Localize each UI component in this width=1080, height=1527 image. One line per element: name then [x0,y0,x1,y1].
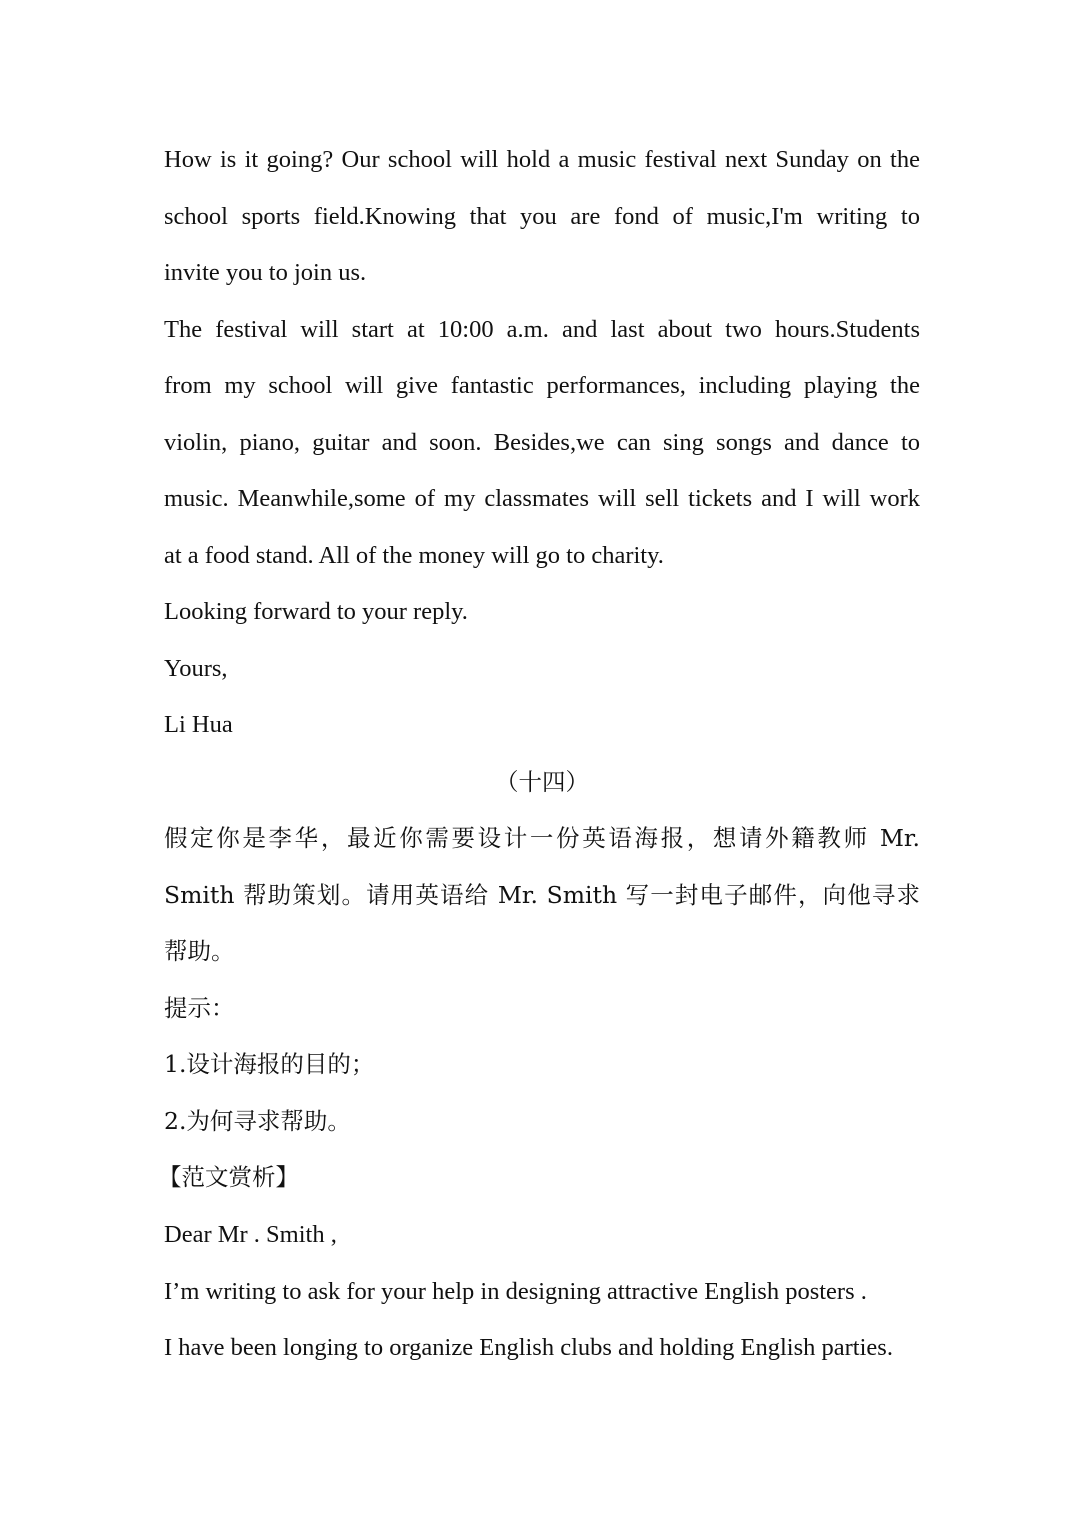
letter-paragraph2-line: The festival will start at 10:00 a.m. and last about two hours.Students [164,316,920,343]
letter-paragraph1-line: How is it going? Our school will hold a music festival next Sunday on the [164,146,920,173]
letter-paragraph2-line: at a food stand. All of the money will go to charity. [164,542,664,569]
section-prompt-line: 帮助。 [164,937,235,965]
section-number: （十四） [495,768,589,796]
model-essay-label: 【范文赏析】 [158,1163,299,1191]
model-essay-line: Dear Mr . Smith , [164,1221,337,1248]
hint-item: 2.为何寻求帮助。 [164,1107,351,1135]
hint-label: 提示： [164,994,235,1022]
letter-paragraph2-line: music. Meanwhile,some of my classmates will sell tickets and I will work [164,485,920,512]
letter-paragraph2-line: violin, piano, guitar and soon. Besides,we can sing songs and dance to [164,429,920,456]
letter-sign-off: Yours, [164,655,228,682]
letter-closing: Looking forward to your reply. [164,598,468,625]
letter-signature: Li Hua [164,711,233,738]
section-prompt-line: 假定你是李华，最近你需要设计一份英语海报，想请外籍教师 Mr. [164,824,920,852]
letter-paragraph2-line: from my school will give fantastic performances, including playing the [164,372,920,399]
letter-paragraph1-line: invite you to join us. [164,259,367,286]
hint-item: 1.设计海报的目的； [164,1050,375,1078]
letter-paragraph1-line: school sports field.Knowing that you are fond of music,I'm writing to [164,203,920,230]
section-prompt-line: Smith 帮助策划。请用英语给 Mr. Smith 写一封电子邮件，向他寻求 [164,881,920,909]
model-essay-line: I have been longing to organize English clubs and holding English parties. [164,1334,893,1361]
model-essay-line: I’m writing to ask for your help in designing attractive English posters . [164,1278,867,1305]
